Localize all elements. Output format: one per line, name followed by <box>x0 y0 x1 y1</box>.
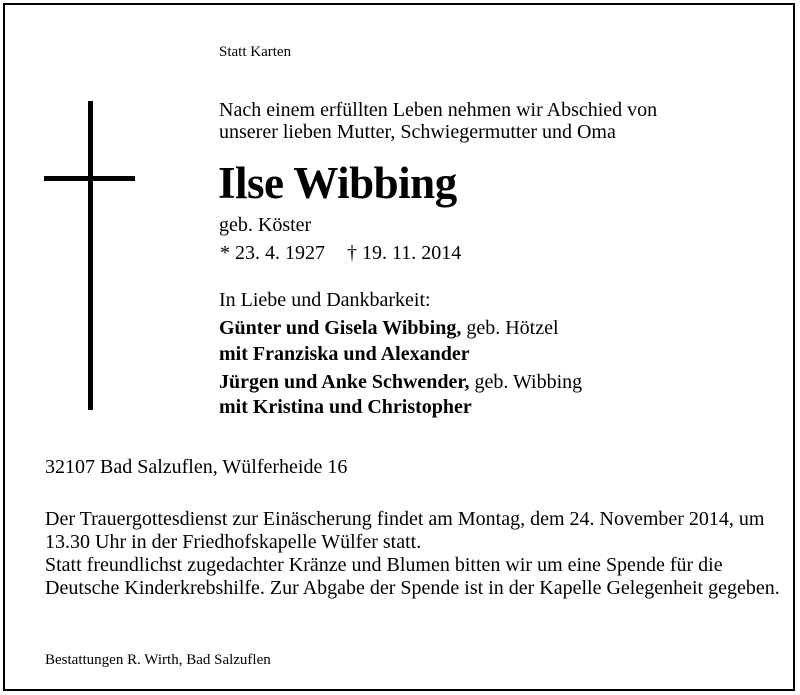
address: 32107 Bad Salzuflen, Wülferheide 16 <box>45 456 348 478</box>
undertaker: Bestattungen R. Wirth, Bad Salzuflen <box>45 652 271 668</box>
family-1-children: mit Franziska und Alexander <box>219 343 470 365</box>
family-1-suffix: geb. Hötzel <box>461 317 559 339</box>
intro-line-2: unserer lieben Mutter, Schwiegermutter und Oma <box>219 121 616 143</box>
cross-icon-bar <box>44 176 135 181</box>
service-paragraph-2: Statt freundlichst zugedachter Kränze und Blumen bitten wir um eine Spende für die Deutsche Kinderkrebshilfe. Zur Abgabe der Spende ist in der Kapelle Gelegenheit gegeben. <box>45 554 780 599</box>
statt-karten-label: Statt Karten <box>219 44 292 60</box>
service-paragraph-1: Der Trauergottesdienst zur Einäscherung findet am Montag, dem 24. November 2014, um 13.30 Uhr in der Friedhofskapelle Wülfer statt. <box>45 508 765 553</box>
intro-line-1: Nach einem erfüllten Leben nehmen wir Abschied von <box>219 99 658 121</box>
family-2-suffix: geb. Wibbing <box>469 371 583 393</box>
family-2-line <box>219 371 582 393</box>
birth-date: * 23. 4. 1927 <box>220 242 325 264</box>
family-1-names: Günter und Gisela Wibbing, <box>219 317 462 339</box>
family-1-line <box>219 317 559 339</box>
mourners-intro: In Liebe und Dankbarkeit: <box>219 289 431 311</box>
life-dates <box>220 242 461 264</box>
deceased-name: Ilse Wibbing <box>218 158 457 208</box>
service-text <box>45 508 785 600</box>
cross-icon <box>88 101 93 410</box>
death-date: † 19. 11. 2014 <box>347 242 462 264</box>
family-2-names: Jürgen und Anke Schwender, <box>219 371 470 393</box>
maiden-name: geb. Köster <box>219 214 312 236</box>
family-2-children: mit Kristina und Christopher <box>219 396 472 418</box>
